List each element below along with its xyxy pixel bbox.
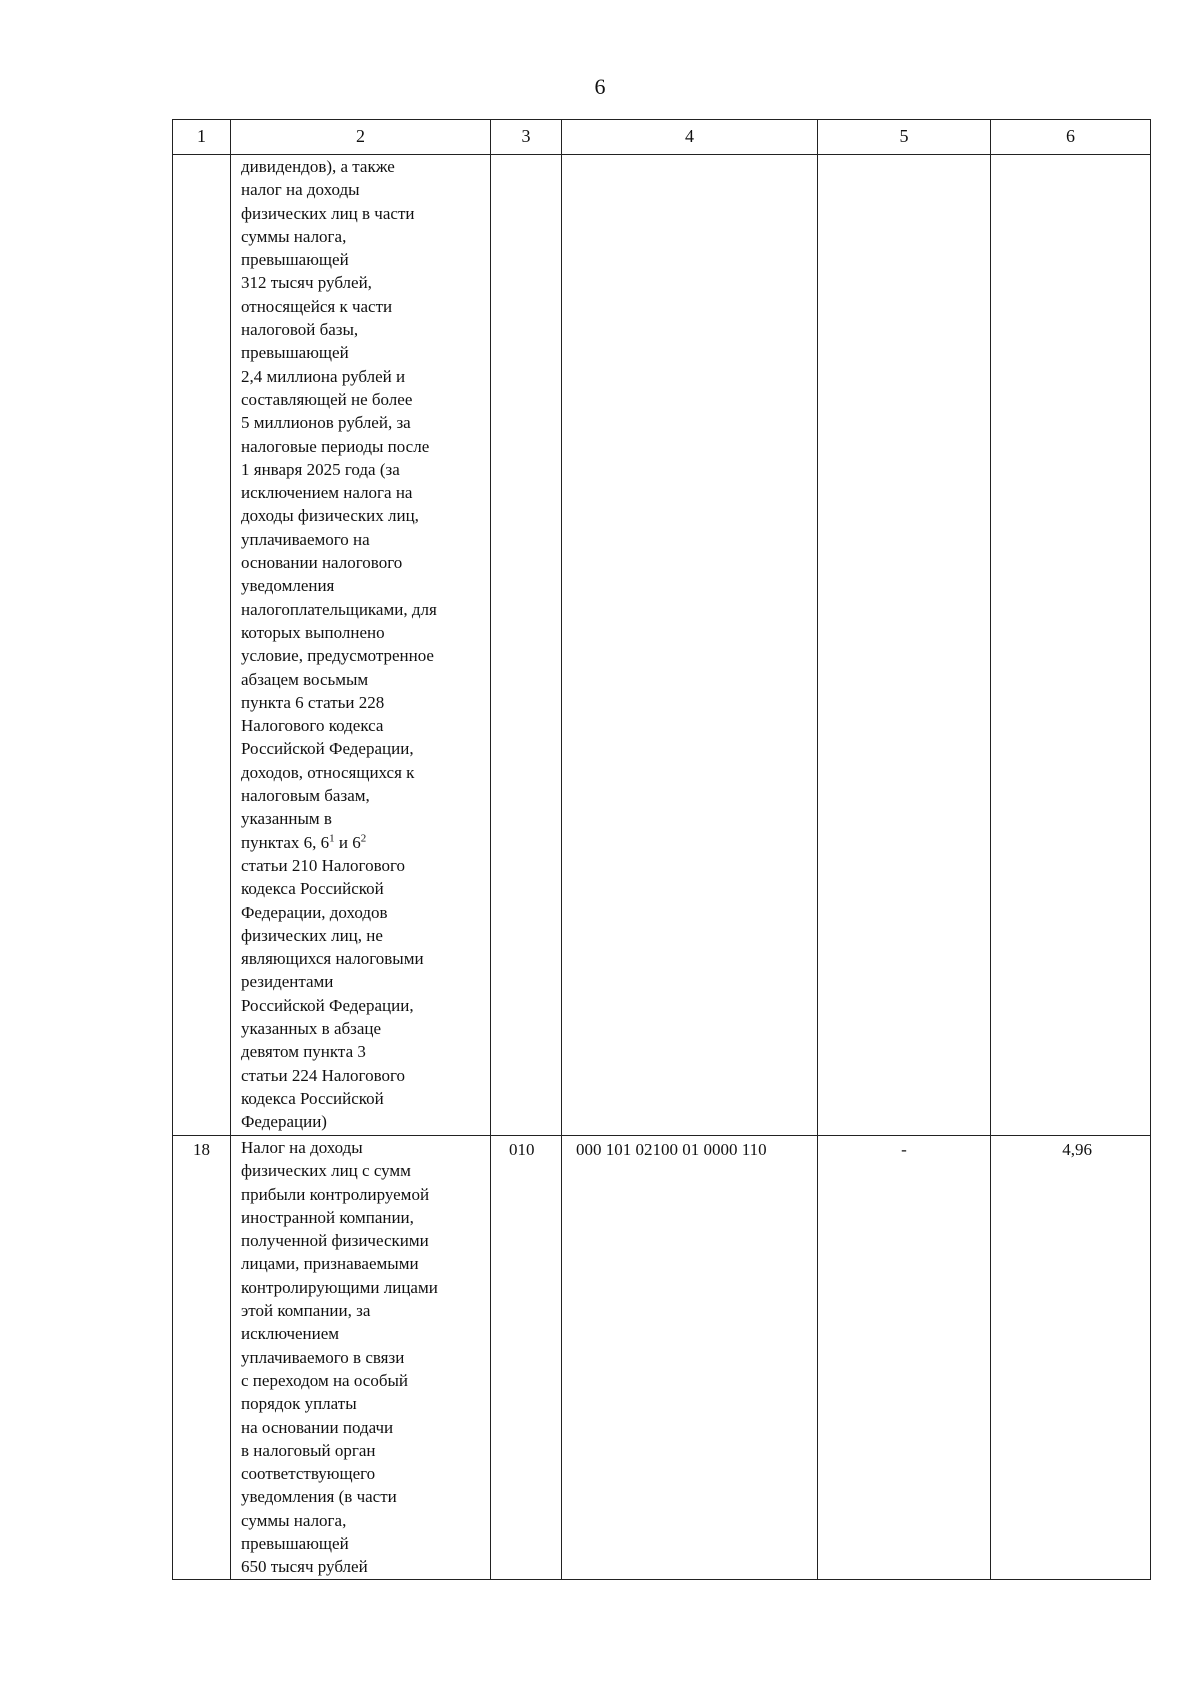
text-line: налоговым базам, [241, 786, 370, 806]
text-line: статьи 210 Налогового [241, 855, 406, 875]
budget-table [172, 119, 1151, 1580]
text-fragment: пунктах 6, 6 [241, 832, 330, 852]
text-line: превышающей [241, 343, 349, 363]
text-line: уведомления [241, 576, 335, 596]
cont-col-1 [173, 155, 231, 1136]
text-fragment: и 6 [334, 832, 361, 852]
text-line: доходов, относящихся к [241, 762, 415, 782]
text-line: Федерации) [241, 1112, 327, 1132]
text-line: пункта 6 статьи 228 [241, 692, 385, 712]
text-line: дивидендов), а также [241, 157, 395, 176]
cont-col-3 [491, 155, 562, 1136]
table-header-row [173, 120, 1151, 155]
text-line: полученной физическими [241, 1231, 429, 1251]
text-line: физических лиц с сумм [241, 1161, 411, 1181]
text-line: относящейся к части [241, 296, 393, 316]
row18-code: 010 [491, 1136, 562, 1580]
text-line: физических лиц в части [241, 203, 415, 223]
cont-col-4 [562, 155, 818, 1136]
text-line: суммы налога, [241, 1510, 347, 1530]
superscript-2: 2 [360, 831, 367, 844]
text-line: доходы физических лиц, [241, 506, 419, 526]
text-line: порядок уплаты [241, 1394, 357, 1414]
row-number: 18 [173, 1136, 231, 1580]
cont-col-5 [818, 155, 991, 1136]
header-col-6: 6 [991, 120, 1151, 155]
text-line: 312 тысяч рублей, [241, 273, 372, 293]
text-line: резидентами [241, 972, 334, 992]
text-line: абзацем восьмым [241, 669, 369, 689]
row18-col5: - [818, 1136, 991, 1580]
text-line: превышающей [241, 1534, 349, 1554]
text-line: 650 тысяч рублей [241, 1557, 368, 1577]
text-line: Российской Федерации, [241, 995, 414, 1015]
superscript-1: 1 [329, 831, 335, 844]
cont-description [231, 155, 491, 1136]
text-line: налог на доходы [241, 180, 360, 200]
text-line: 1 января 2025 года (за [241, 459, 400, 479]
text-line: иностранной компании, [241, 1207, 414, 1227]
text-line: которых выполнено [241, 622, 385, 642]
text-line: уплачиваемого в связи [241, 1347, 405, 1367]
text-line: контролирующими лицами [241, 1277, 438, 1297]
table-row-continuation [173, 155, 1151, 1136]
text-line: прибыли контролируемой [241, 1184, 430, 1204]
text-line: налогоплательщиками, для [241, 599, 437, 619]
text-line: превышающей [241, 250, 349, 270]
header-col-4: 4 [562, 120, 818, 155]
text-line: девятом пункта 3 [241, 1042, 366, 1062]
text-line: составляющей не более [241, 389, 413, 409]
text-line: указанным в [241, 809, 332, 829]
header-col-5: 5 [818, 120, 991, 155]
text-line: кодекса Российской [241, 1088, 384, 1108]
text-line: являющихся налоговыми [241, 949, 424, 969]
text-line: основании налогового [241, 553, 403, 573]
text-line: соответствующего [241, 1464, 376, 1484]
text-line: 2,4 миллиона рублей и [241, 366, 406, 386]
text-line: исключением [241, 1324, 340, 1344]
text-line: уведомления (в части [241, 1487, 397, 1507]
header-col-1: 1 [173, 120, 231, 155]
text-line: Налогового кодекса [241, 716, 384, 736]
table-row-18 [173, 1136, 1151, 1580]
row18-description [231, 1136, 491, 1580]
text-line: кодекса Российской [241, 879, 384, 899]
text-line: Налог на доходы [241, 1138, 363, 1157]
row18-rate: 4,96 [991, 1136, 1151, 1580]
text-line: Федерации, доходов [241, 902, 388, 922]
text-line: уплачиваемого на [241, 529, 370, 549]
text-line: на основании подачи [241, 1417, 394, 1437]
row18-kbk: 000 101 02100 01 0000 110 [562, 1136, 818, 1580]
header-col-3: 3 [491, 120, 562, 155]
page-number: 6 [594, 74, 606, 99]
text-line: условие, предусмотренное [241, 646, 434, 666]
text-line: суммы налога, [241, 226, 347, 246]
text-line-with-superscripts [241, 831, 490, 854]
text-line: налоговые периоды после [241, 436, 430, 456]
header-col-2: 2 [231, 120, 491, 155]
text-line: статьи 224 Налогового [241, 1065, 406, 1085]
text-line: с переходом на особый [241, 1370, 408, 1390]
text-line: налоговой базы, [241, 320, 359, 340]
text-line: указанных в абзаце [241, 1018, 382, 1038]
text-line: исключением налога на [241, 483, 413, 503]
text-line: 5 миллионов рублей, за [241, 413, 411, 433]
text-line: в налоговый орган [241, 1440, 376, 1460]
text-line: Российской Федерации, [241, 739, 414, 759]
text-line: физических лиц, не [241, 925, 383, 945]
text-line: этой компании, за [241, 1301, 371, 1321]
cont-col-6 [991, 155, 1151, 1136]
text-line: лицами, признаваемыми [241, 1254, 419, 1274]
